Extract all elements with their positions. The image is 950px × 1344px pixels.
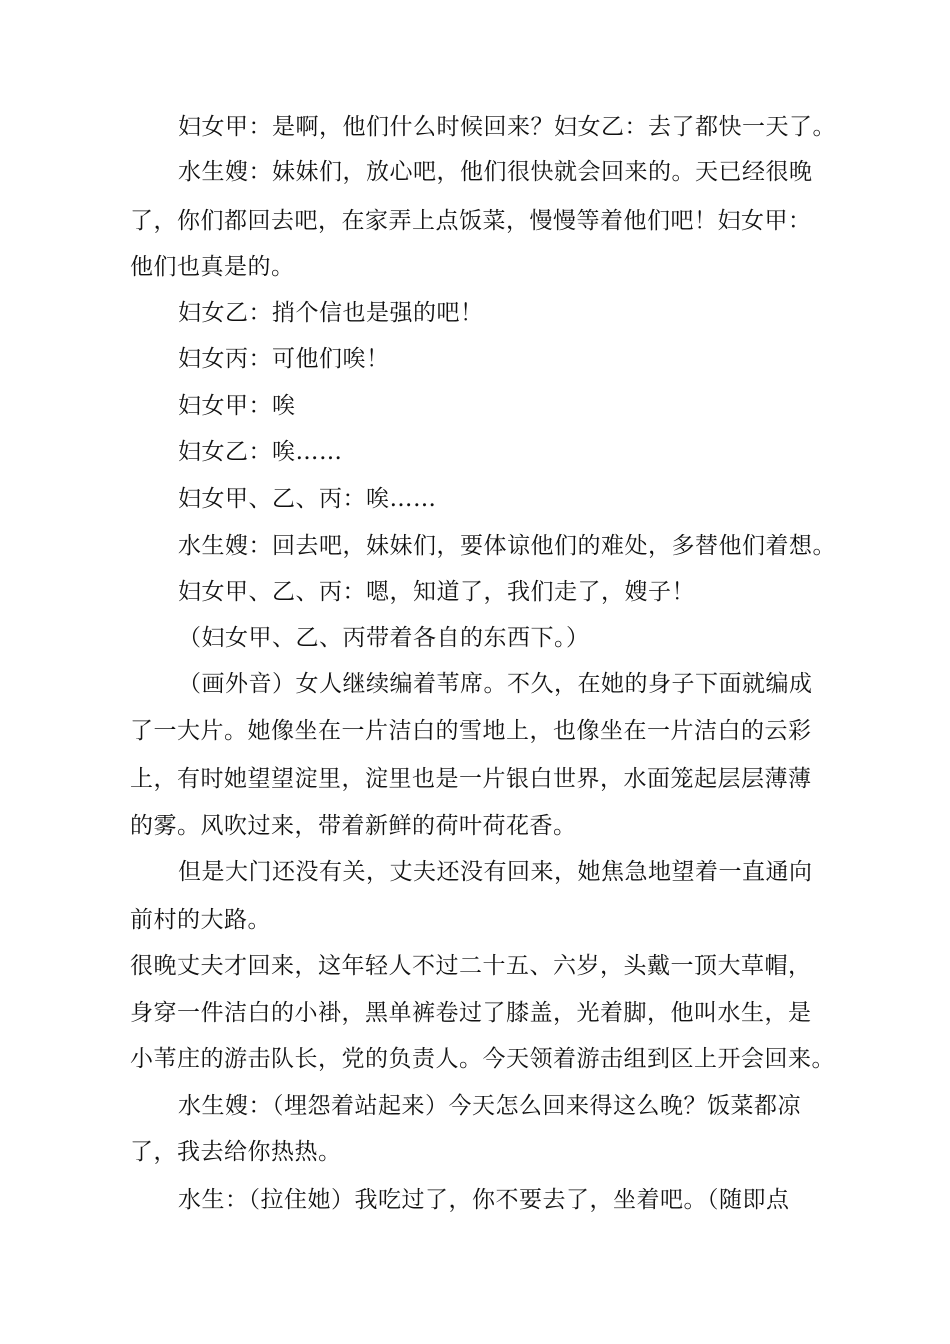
text-line: 他们也真是的。 [130,254,295,280]
text-line: （画外音）女人继续编着苇席。不久，在她的身子下面就编成 [178,671,813,697]
text-line: 的雾。风吹过来，带着新鲜的荷叶荷花香。 [130,813,577,839]
text-line: 妇女甲、乙、丙：唉…… [178,486,437,512]
text-line: 水生嫂：回去吧，妹妹们，要体谅他们的难处，多替他们着想。 [178,533,836,559]
text-line: （妇女甲、乙、丙带着各自的东西下。） [178,625,590,651]
text-line: 了一大片。她像坐在一片洁白的雪地上，也像坐在一片洁白的云彩 [130,718,812,744]
text-line: 上，有时她望望淀里，淀里也是一片银白世界，水面笼起层层薄薄 [130,766,812,792]
text-line: 前村的大路。 [130,907,271,933]
text-line: 妇女甲：是啊，他们什么时候回来？妇女乙：去了都快一天了。 [178,114,836,140]
text-line: 小苇庄的游击队长，党的负责人。今天领着游击组到区上开会回来。 [130,1046,835,1072]
text-line: 妇女甲：唉 [178,393,296,419]
text-line: 很晚丈夫才回来，这年轻人不过二十五、六岁，头戴一顶大草帽， [130,953,812,979]
text-line: 妇女甲、乙、丙：嗯，知道了，我们走了，嫂子！ [178,579,695,605]
text-line: 但是大门还没有关，丈夫还没有回来，她焦急地望着一直通向 [178,859,813,885]
text-line: 了，我去给你热热。 [130,1139,342,1165]
text-line: 妇女乙：唉…… [178,439,343,465]
text-line: 身穿一件洁白的小褂，黑单裤卷过了膝盖，光着脚，他叫水生，是 [130,1000,812,1026]
text-line: 水生嫂：（埋怨着站起来）今天怎么回来得这么晚？饭菜都凉 [178,1093,801,1119]
text-line: 水生：（拉住她）我吃过了，你不要去了，坐着吧。（随即点 [178,1187,790,1213]
text-line: 妇女丙：可他们唉！ [178,346,390,372]
text-line: 了，你们都回去吧，在家弄上点饭菜，慢慢等着他们吧！妇女甲： [130,208,812,234]
text-line: 水生嫂：妹妹们，放心吧，他们很快就会回来的。天已经很晚 [178,159,813,185]
text-line: 妇女乙：捎个信也是强的吧！ [178,300,484,326]
